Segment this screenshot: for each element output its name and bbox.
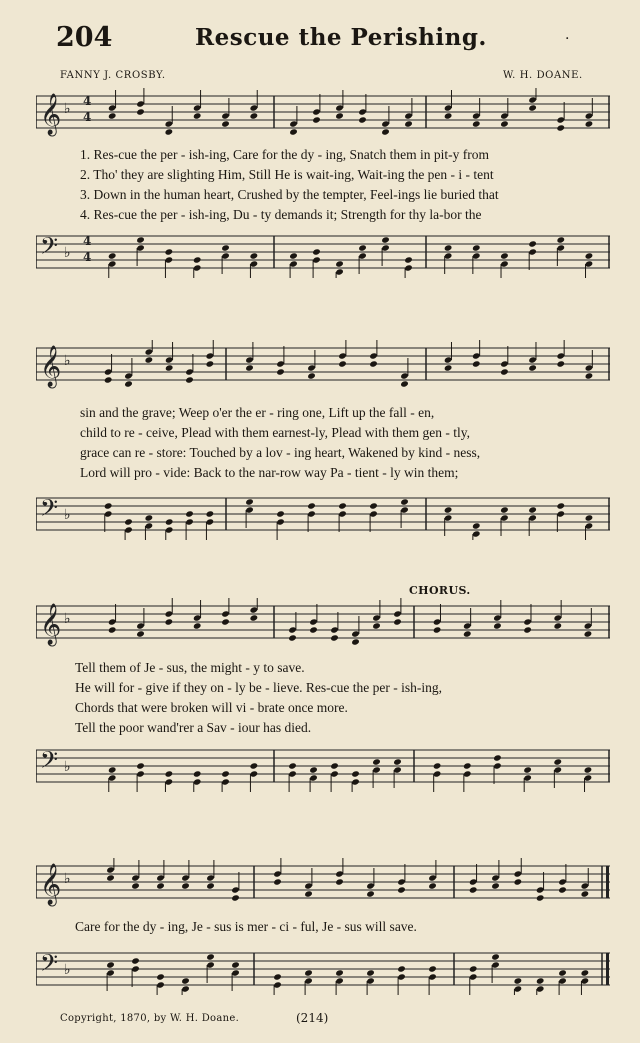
note-head <box>181 977 190 984</box>
note-head <box>106 874 115 881</box>
note-head <box>528 506 537 513</box>
note-head <box>136 762 145 769</box>
note-head <box>558 969 567 976</box>
note-head <box>358 116 367 123</box>
note-head <box>193 112 202 119</box>
note-head <box>108 112 117 119</box>
note-head <box>523 766 532 773</box>
note-head <box>231 961 240 968</box>
hymn-title: Rescue the Perishing. <box>195 24 487 51</box>
note-head <box>514 977 523 984</box>
note-head <box>400 498 409 505</box>
note-head <box>500 120 509 127</box>
note-head <box>351 638 360 645</box>
note-head <box>304 890 313 897</box>
note-head <box>397 965 406 972</box>
verse-line-2: 2. Tho' they are slighting Him, Still He is wait-ing, Wait-ing the pen - i - tent <box>80 167 494 182</box>
note-head <box>444 112 453 119</box>
chorus-line-final: Care for the dy - ing, Je - sus is mer - ci - ful, Je - sus will save. <box>75 919 417 934</box>
note-head <box>472 120 481 127</box>
note-head <box>556 124 565 131</box>
note-head <box>493 622 502 629</box>
svg-text:𝄢: 𝄢 <box>40 232 59 265</box>
note-head <box>136 236 145 243</box>
note-head <box>165 770 174 777</box>
note-head <box>106 961 115 968</box>
note-head <box>307 372 316 379</box>
note-head <box>584 630 593 637</box>
note-head <box>463 762 472 769</box>
note-head <box>104 502 113 509</box>
note-head <box>136 630 145 637</box>
verse-line-4: Lord will pro - vide: Back to the nar-row way Pa - tient - ly win them; <box>80 465 459 480</box>
header-mark: . <box>565 27 570 43</box>
note-head <box>553 622 562 629</box>
page-number: (214) <box>296 1011 329 1025</box>
note-head <box>500 368 509 375</box>
note-head <box>381 236 390 243</box>
verse-line-4: 4. Res-cue the per - ish-ing, Du - ty demands it; Strength for thy la-bor the <box>80 207 482 222</box>
svg-text:𝄢: 𝄢 <box>40 746 59 779</box>
note-head <box>307 502 316 509</box>
note-head <box>585 514 594 521</box>
verse-line-3: 3. Down in the human heart, Crushed by the tempter, Feel-ings lie buried that <box>80 187 499 202</box>
note-head <box>206 882 215 889</box>
svg-text:𝄢: 𝄢 <box>40 949 59 982</box>
note-head <box>104 376 113 383</box>
note-head <box>366 969 375 976</box>
svg-text:♭: ♭ <box>64 871 71 887</box>
note-head <box>309 766 318 773</box>
note-head <box>556 236 565 243</box>
note-head <box>358 244 367 251</box>
note-head <box>444 506 453 513</box>
note-head <box>372 758 381 765</box>
note-head <box>369 502 378 509</box>
note-head <box>528 104 537 111</box>
note-head <box>444 244 453 251</box>
svg-text:𝄞: 𝄞 <box>40 604 62 645</box>
note-head <box>124 380 133 387</box>
note-head <box>185 376 194 383</box>
verse-line-1: 1. Res-cue the per - ish-ing, Care for the dy - ing, Snatch them in pit-y from <box>80 147 490 162</box>
bass-staff-2 <box>36 490 610 540</box>
note-head <box>400 380 409 387</box>
verse-line-1: sin and the grave; Weep o'er the er - ring one, Lift up the fall - en, <box>80 405 435 420</box>
verse-line-3: grace can re - store: Touched by a lov - ing heart, Wakened by kind - ness, <box>80 445 481 460</box>
treble-staff-4 <box>36 858 610 908</box>
note-head <box>165 618 174 625</box>
svg-text:♭: ♭ <box>64 245 71 261</box>
svg-text:4: 4 <box>83 94 92 108</box>
note-head <box>221 120 230 127</box>
svg-text:♭: ♭ <box>64 759 71 775</box>
svg-text:4: 4 <box>83 110 92 124</box>
note-head <box>433 626 442 633</box>
svg-text:4: 4 <box>83 234 92 248</box>
note-head <box>500 252 509 259</box>
note-head <box>250 762 259 769</box>
note-head <box>250 252 259 259</box>
note-head <box>444 364 453 371</box>
note-head <box>276 368 285 375</box>
note-head <box>463 630 472 637</box>
note-head <box>491 953 500 960</box>
note-head <box>372 622 381 629</box>
chorus-line-4: Tell the poor wand'rer a Sav - iour has died. <box>75 720 312 735</box>
hymn-number: 204 <box>56 22 113 53</box>
note-head <box>556 360 565 367</box>
note-head <box>381 128 390 135</box>
note-head <box>585 252 594 259</box>
note-head <box>165 518 174 525</box>
note-head <box>469 886 478 893</box>
note-head <box>335 878 344 885</box>
note-head <box>250 112 259 119</box>
note-head <box>221 244 230 251</box>
author-credit: FANNY J. CROSBY. <box>60 70 166 81</box>
note-head <box>165 248 174 255</box>
note-head <box>289 252 298 259</box>
note-head <box>472 244 481 251</box>
note-head <box>312 248 321 255</box>
note-head <box>351 770 360 777</box>
note-head <box>528 364 537 371</box>
note-head <box>472 360 481 367</box>
note-head <box>369 360 378 367</box>
note-head <box>558 886 567 893</box>
note-head <box>338 502 347 509</box>
note-head <box>156 973 165 980</box>
note-head <box>514 878 523 885</box>
note-head <box>366 890 375 897</box>
note-head <box>181 882 190 889</box>
bass-staff-1 <box>36 228 610 278</box>
note-head <box>288 634 297 641</box>
note-head <box>309 626 318 633</box>
svg-text:𝄢: 𝄢 <box>40 494 59 527</box>
chorus-line-2: He will for - give if they on - ly be - lieve. Res-cue the per - ish-ing, <box>75 680 443 695</box>
note-head <box>289 128 298 135</box>
note-head <box>131 957 140 964</box>
note-head <box>231 894 240 901</box>
note-head <box>276 510 285 517</box>
note-head <box>397 886 406 893</box>
note-head <box>304 969 313 976</box>
note-head <box>250 614 259 621</box>
note-head <box>335 969 344 976</box>
note-head <box>145 514 154 521</box>
note-head <box>556 502 565 509</box>
note-head <box>185 510 194 517</box>
treble-staff-3 <box>36 598 610 648</box>
verse-line-2: child to re - ceive, Plead with them earnest-ly, Plead with them gen - tly, <box>80 425 471 440</box>
note-head <box>206 510 215 517</box>
note-head <box>165 128 174 135</box>
note-head <box>245 364 254 371</box>
bass-staff-3 <box>36 742 610 792</box>
note-head <box>404 256 413 263</box>
note-head <box>393 758 402 765</box>
note-head <box>206 360 215 367</box>
note-head <box>193 770 202 777</box>
svg-text:♭: ♭ <box>64 353 71 369</box>
chorus-line-3: Chords that were broken will vi - brate once more. <box>75 700 348 715</box>
note-head <box>469 965 478 972</box>
note-head <box>221 770 230 777</box>
note-head <box>584 766 593 773</box>
note-head <box>108 626 117 633</box>
note-head <box>193 622 202 629</box>
note-head <box>491 882 500 889</box>
svg-text:𝄞: 𝄞 <box>40 346 62 387</box>
note-head <box>428 882 437 889</box>
note-head <box>523 626 532 633</box>
note-head <box>536 977 545 984</box>
note-head <box>165 364 174 371</box>
note-head <box>585 372 594 379</box>
note-head <box>312 116 321 123</box>
svg-text:𝄞: 𝄞 <box>40 864 62 905</box>
note-head <box>288 762 297 769</box>
note-head <box>581 890 590 897</box>
note-head <box>206 953 215 960</box>
note-head <box>338 360 347 367</box>
svg-text:♭: ♭ <box>64 962 71 978</box>
note-head <box>393 618 402 625</box>
note-head <box>433 762 442 769</box>
note-head <box>536 894 545 901</box>
note-head <box>245 498 254 505</box>
note-head <box>124 518 133 525</box>
treble-staff-1 <box>36 88 610 138</box>
note-head <box>330 762 339 769</box>
svg-text:♭: ♭ <box>64 101 71 117</box>
treble-staff-2 <box>36 340 610 390</box>
note-head <box>221 618 230 625</box>
note-head <box>136 108 145 115</box>
note-head <box>131 882 140 889</box>
note-head <box>553 758 562 765</box>
note-head <box>193 256 202 263</box>
note-head <box>335 112 344 119</box>
svg-text:𝄞: 𝄞 <box>40 94 62 135</box>
note-head <box>493 754 502 761</box>
bass-staff-4 <box>36 945 610 995</box>
note-head <box>108 766 117 773</box>
note-head <box>273 973 282 980</box>
note-head <box>335 260 344 267</box>
chorus-label: CHORUS. <box>409 584 471 597</box>
composer-credit: W. H. DOANE. <box>503 70 583 81</box>
svg-text:4: 4 <box>83 250 92 264</box>
copyright-notice: Copyright, 1870, by W. H. Doane. <box>60 1013 240 1024</box>
note-head <box>581 969 590 976</box>
note-head <box>472 522 481 529</box>
note-head <box>145 356 154 363</box>
note-head <box>330 634 339 641</box>
chorus-line-1: Tell them of Je - sus, the might - y to save. <box>75 660 305 675</box>
note-head <box>273 878 282 885</box>
note-head <box>528 240 537 247</box>
note-head <box>428 965 437 972</box>
note-head <box>156 882 165 889</box>
svg-text:♭: ♭ <box>64 507 71 523</box>
note-head <box>585 120 594 127</box>
note-head <box>404 120 413 127</box>
svg-text:♭: ♭ <box>64 611 71 627</box>
note-head <box>108 252 117 259</box>
note-head <box>500 506 509 513</box>
